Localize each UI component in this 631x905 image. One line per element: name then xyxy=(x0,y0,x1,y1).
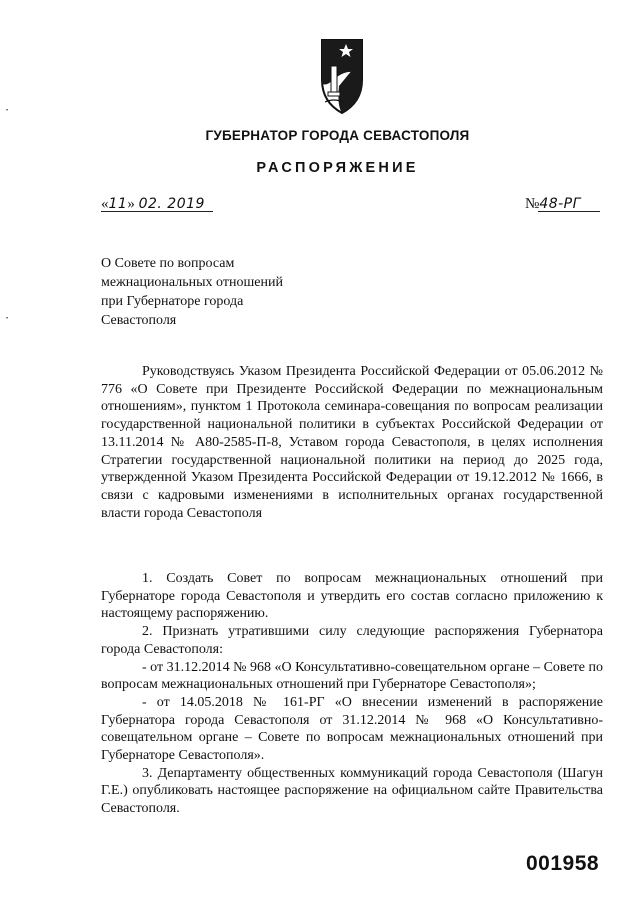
date-close-quote: » xyxy=(127,196,135,212)
document-title xyxy=(101,254,283,330)
coat-of-arms-emblem xyxy=(319,36,365,116)
number-underline xyxy=(538,211,600,212)
date-underline xyxy=(101,211,213,212)
title-line: межнациональных отношений xyxy=(101,275,283,290)
title-line: при Губернаторе города xyxy=(101,294,244,309)
title-line: Севастополя xyxy=(101,313,177,328)
decree-items xyxy=(101,570,603,818)
item-3: 3. Департаменту общественных коммуникаций города Севастополя (Шагун Г.Е.) опубликовать настоящее распоряжение на официальном сайте Правительства Севастополя. xyxy=(101,765,603,817)
item-2-sub-a: - от 31.12.2014 № 968 «О Консультативно-совещательном органе – Совете по вопросам межнациональных отношений при Губернаторе Севастополя»; xyxy=(101,659,603,693)
registration-number: 001958 xyxy=(526,852,600,875)
preamble-paragraph: Руководствуясь Указом Президента Российской Федерации от 05.06.2012 № 776 «О Совете при Президенте Российской Федерации по межнациональным отношениям», пунктом 1 Протокола семинара-совещания по вопросам реализации государственной национальной политики в субъектах Российской Федерации от 13.11.2014 № А80-2585-П-8, Уставом города Севастополя, в целях исполнения Стратегии государственной национальной политики на период до 2025 года, утвержденной Указом Президента Российской Федерации от 19.12.2012 № 1666, в связи с кадровыми изменениями в исполнительных органах государственной власти города Севастополя xyxy=(101,364,603,521)
item-2: 2. Признать утратившими силу следующие распоряжения Губернатора города Севастополя: xyxy=(101,624,603,657)
date-day: 11 xyxy=(108,196,128,212)
title-line: О Совете по вопросам xyxy=(101,256,235,271)
document-type: РАСПОРЯЖЕНИЕ xyxy=(256,160,419,176)
item-1: 1. Создать Совет по вопросам межнациональных отношений при Губернаторе города Севастополя и утвердить его состав согласно приложению к настоящему распоряжению. xyxy=(101,571,603,622)
scan-speck: • xyxy=(6,316,9,322)
number-value: 48-РГ xyxy=(539,196,581,212)
date-open-quote: « xyxy=(101,196,109,212)
number-sign: № xyxy=(525,196,540,212)
item-2-sub-b: - от 14.05.2018 № 161-РГ «О внесении изменений в распоряжение Губернатора города Севастополя от 31.12.2014 № 968 «О Консультативно-совещательном органе – Совете по вопросам межнациональных отношений при Губернаторе Севастополя». xyxy=(101,694,603,764)
scan-speck: • xyxy=(6,108,9,114)
issuing-authority: ГУБЕРНАТОР ГОРОДА СЕВАСТОПОЛЯ xyxy=(205,128,470,143)
date-month-year: 02. 2019 xyxy=(138,196,205,212)
